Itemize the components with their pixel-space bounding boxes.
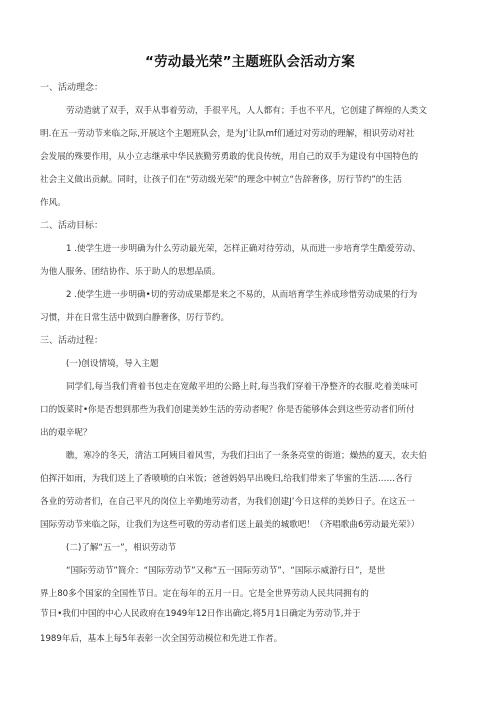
paragraph-line: 瞧，寒冷的冬天，清洁工阿姨目着风雪，为我们扫出了一条条亮堂的街道；燥热的夏天，农夫伯 bbox=[66, 451, 427, 461]
paragraph-line: 出的艰辛呢？ bbox=[40, 428, 92, 438]
paragraph-line: 会发展的殊要作用，从小立志继承中华民族勤劳勇敢的优良传统，用自己的双手为建设有中国特色的 bbox=[40, 152, 419, 162]
paragraph-line: 国际劳动节来临之际，让我们为这些可敬的劳动者们送上最美的城歌吧！（齐唱歌曲6劳动最光荣》） bbox=[40, 520, 420, 530]
paragraph-line: 明.在五一劳动节来临之际,开展这个主题班队会，是为J’让队mf们通过对劳动的理解，相识劳动对社 bbox=[40, 129, 415, 139]
paragraph-line: 界上80多个国家的全国性节日。定在每年的五月一日。它是全世界劳动人民共同拥有的 bbox=[40, 589, 369, 599]
section-heading-goals: 二、活动目标： bbox=[40, 221, 104, 231]
paragraph-line: 同学们,每当我们背着书包走在宽敞平坦的公路上时,每当我们穿着干净整齐的衣服.吃着美味可 bbox=[66, 382, 418, 392]
paragraph-line: “国际劳动节”简介：“国际劳动节”又称“五一国际劳动节”、“国际示威游行日”，是世 bbox=[66, 566, 386, 576]
paragraph-line: 作风。 bbox=[40, 198, 66, 208]
section-heading-concept: 一、活动理念： bbox=[40, 83, 104, 93]
paragraph-line: 劳动造就了双手，双手从事着劳动，手很平凡，人人都有；手也不平凡，它创建了辉煌的人类文 bbox=[66, 106, 427, 116]
paragraph-line: 口的饭菜时•你是否想到那些为我们创建美妙生活的劳动者呢？你是否能够体会到这些劳动者们所付 bbox=[40, 405, 415, 415]
section-heading-process: 三、活动过程： bbox=[40, 336, 104, 346]
paragraph-line: 习惯，并在日常生活中做到白静奢侈，厉行节约。 bbox=[40, 313, 230, 323]
paragraph-line: 伯挥汗如雨，为我们送上了香喷喷的白米饭；爸爸妈妈早出晚归,给我们带来了华蜜的生活……各行 bbox=[40, 474, 413, 484]
document-title: “劳动最光荣”主题班队会活动方案 bbox=[145, 54, 355, 70]
paragraph-line: 节日•我们中国的中心人民政府在1949年12日作出确定,将5月1日确定为劳动节,并于 bbox=[40, 609, 361, 619]
goal-item-2: 2 .使学生进一步明确•切的劳动成果都是来之不易的，从而培育学生养成珍惜劳动成果的行为 bbox=[66, 290, 418, 300]
paragraph-line: 为他人服务、团结协作、乐于助人的思想品质。 bbox=[40, 267, 221, 277]
subsection-heading-1: (一)创设情境，导入主题 bbox=[66, 359, 159, 369]
paragraph-line: 1989年后，基本上每5年表彰一次全国劳动模位和先进工作者。 bbox=[40, 634, 283, 644]
subsection-heading-2: (二)了解“五一”，相识劳动节 bbox=[66, 543, 177, 553]
paragraph-line: 社会主义做出贡献。同时，让孩子们在“劳动级光荣”的理念中树立“告辞奢侈，厉行节约”的生活 bbox=[40, 175, 402, 185]
goal-item-1: 1 .使学生进一步明确为什么劳动最光荣，怎样正确对待劳动，从而进一步培育学生酷爱劳动、 bbox=[66, 244, 421, 254]
paragraph-line: 各业的劳动者们，在自己平凡的岗位上辛勤地劳动者，为我们创建J’今日这样的美妙日子。在这五一 bbox=[40, 497, 415, 507]
